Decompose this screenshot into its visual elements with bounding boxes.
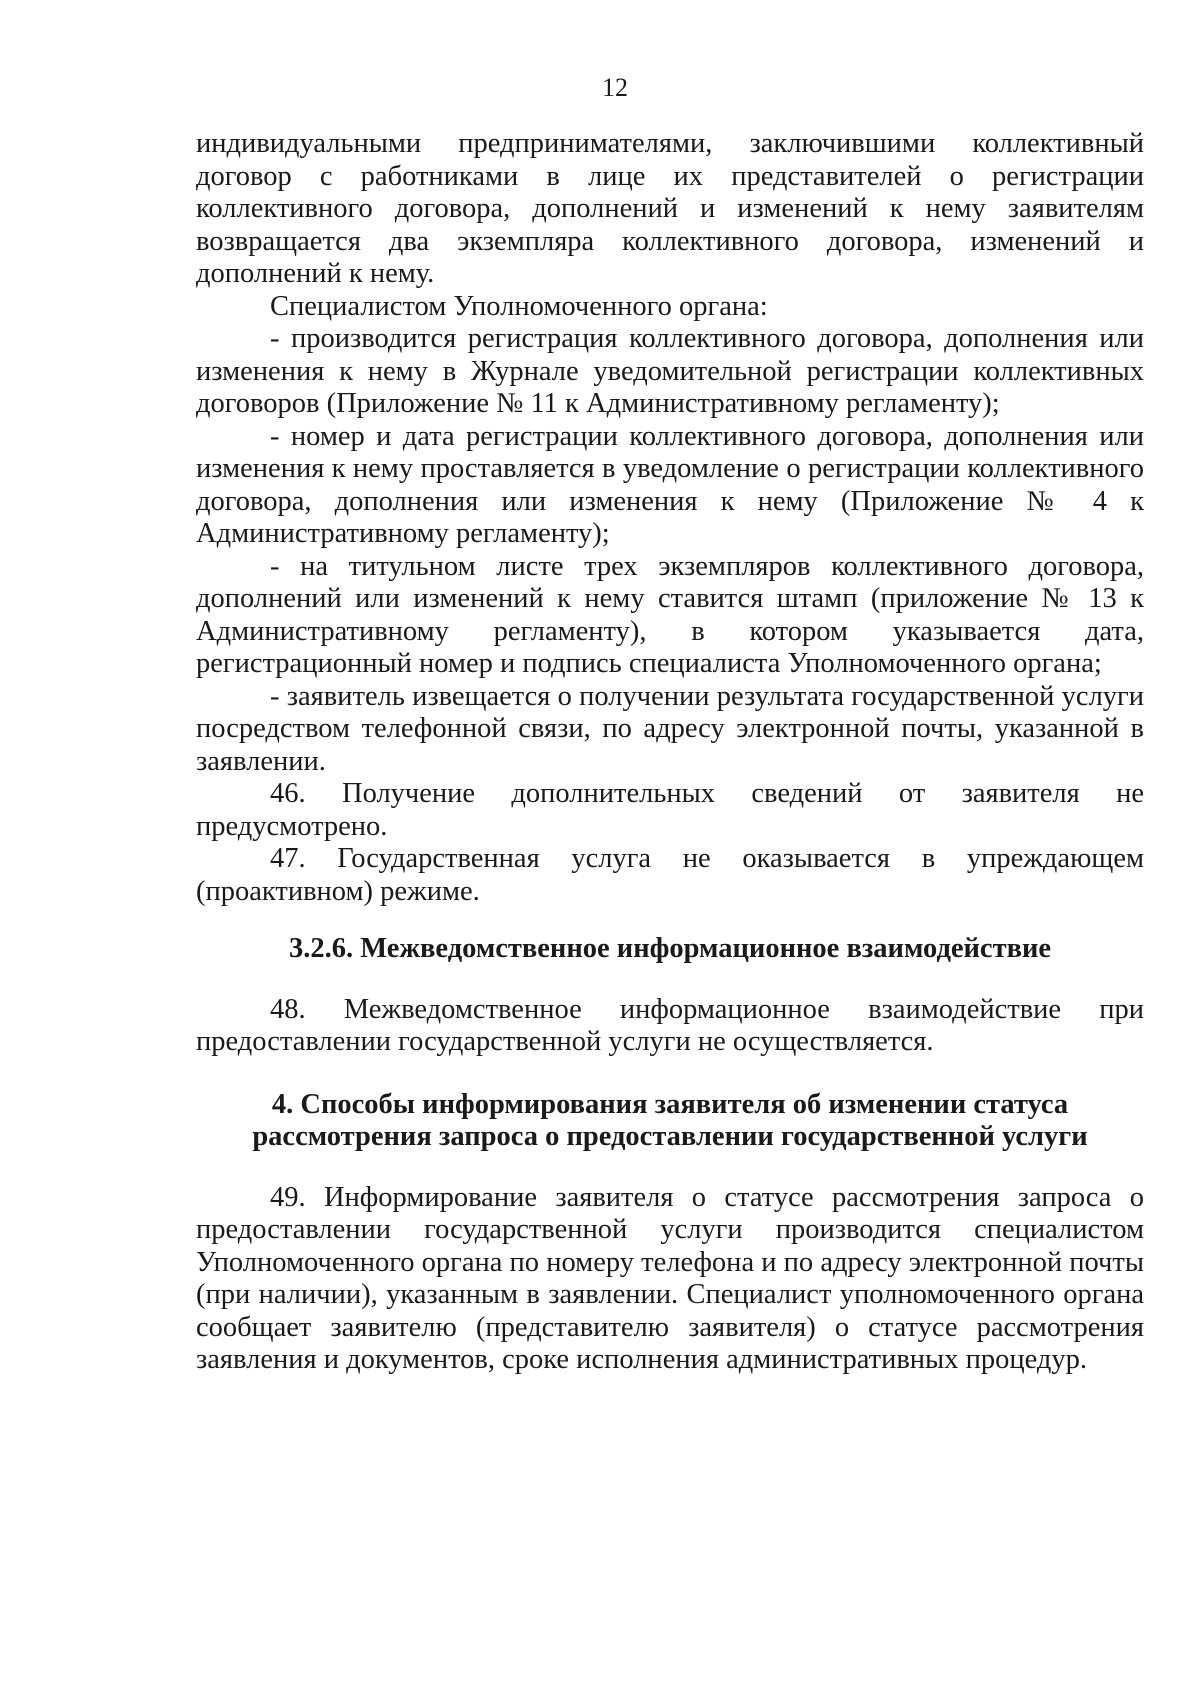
list-item-stamp: - на титульном листе трех экземпляров коллективного договора, дополнений или изменений к нему ставится штамп (приложение № 13 к Административному регламенту), в котором указывается дата, регистрационный номер и подпись специалиста Уполномоченного органа;: [196, 550, 1144, 679]
paragraph-46: 46. Получение дополнительных сведений от заявителя не предусмотрено.: [196, 778, 1144, 842]
section-heading-3-2-6: 3.2.6. Межведомственное информационное взаимодействие: [288, 933, 1052, 964]
list-item-registration: - производится регистрация коллективного договора, дополнения или изменения к нему в Журнале уведомительной регистрации коллективных договоров (Приложение № 11 к Административному регламенту);: [196, 323, 1144, 419]
list-item-number-date: - номер и дата регистрации коллективного договора, дополнения или изменения к нему проставляется в уведомление о регистрации коллективного договора, дополнения или изменения к нему (Приложение № 4 к Административному регламенту);: [196, 420, 1144, 549]
paragraph-continuation: индивидуальными предпринимателями, заключившими коллективный договор с работниками в лице их представителей о регистрации коллективного договора, дополнений и изменений к нему заявителям возвращается два экземпляра коллективного договора, изменений и дополнений к нему.: [196, 128, 1144, 289]
list-item-notification: - заявитель извещается о получении результата государственной услуги посредством телефонной связи, по адресу электронной почты, указанной в заявлении.: [196, 680, 1144, 777]
paragraph-47: 47. Государственная услуга не оказывается в упреждающем (проактивном) режиме.: [196, 843, 1144, 907]
page-number: 12: [602, 73, 628, 102]
paragraph-48: 48. Межведомственное информационное взаимодействие при предоставлении государственной услуги не осуществляется.: [196, 993, 1144, 1057]
section-heading-4: [196, 1089, 1144, 1154]
section-heading-4-line1: 4. Способы информирования заявителя об изменении статуса: [271, 1088, 1069, 1120]
paragraph-49: 49. Информирование заявителя о статусе рассмотрения запроса о предоставлении государственной услуги производится специалистом Уполномоченного органа по номеру телефона и по адресу электронной почты (при наличии), указанным в заявлении. Специалист уполномоченного органа сообщает заявителю (представителю заявителя) о статусе рассмотрения заявления и документов, сроке исполнения административных процедур.: [196, 1181, 1144, 1375]
paragraph-specialist-intro: Специалистом Уполномоченного органа:: [270, 290, 768, 322]
document-body: [196, 128, 1144, 1377]
section-heading-4-line2: рассмотрения запроса о предоставлении государственной услуги: [252, 1121, 1088, 1152]
